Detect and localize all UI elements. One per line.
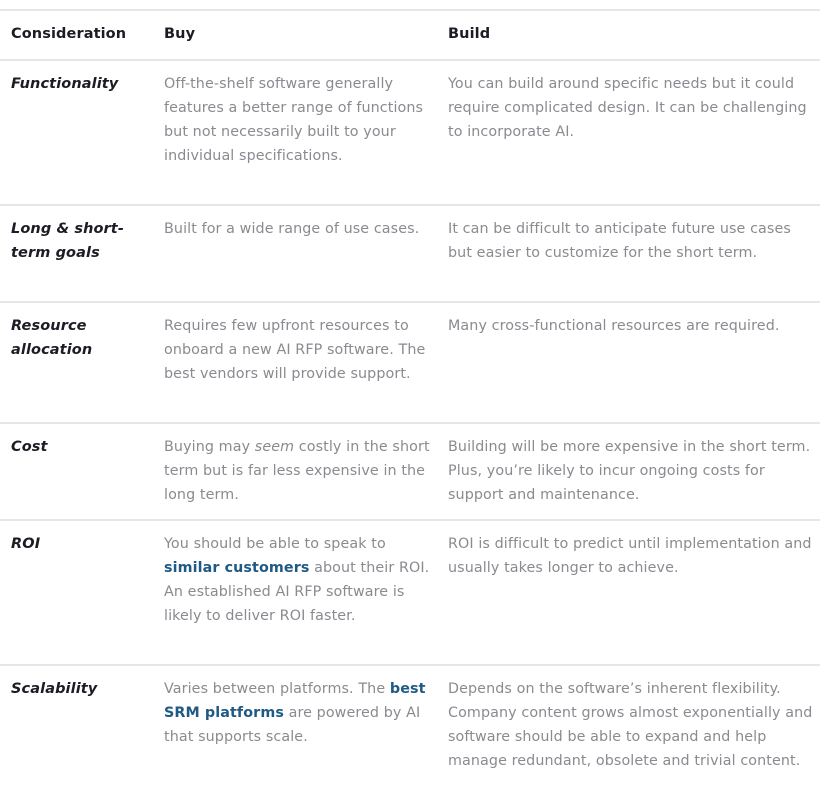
consideration-label: ROI bbox=[11, 536, 41, 552]
table-header-row bbox=[0, 11, 820, 61]
buy-text: Built for a wide range of use cases. bbox=[164, 221, 420, 237]
buy-text-after: about their ROI. An established AI RFP software is likely to deliver ROI faster. bbox=[164, 560, 430, 624]
build-text: Building will be more expensive in the short term. Plus, you’re likely to incur ongoing costs for support and maintenance. bbox=[448, 439, 811, 503]
table-row bbox=[0, 61, 820, 206]
consideration-label: Functionality bbox=[11, 76, 119, 92]
similar-customers-link[interactable]: similar customers bbox=[164, 560, 310, 576]
buy-text-before: Buying may bbox=[164, 439, 255, 455]
buy-text bbox=[164, 666, 448, 809]
buy-text-before: You should be able to speak to bbox=[164, 536, 386, 552]
header-buy: Buy bbox=[164, 26, 196, 42]
buy-text-after: are powered by AI that supports scale. bbox=[164, 705, 421, 745]
buy-text: Off-the-shelf software generally features a better range of functions but not necessarily built to your individual specifications. bbox=[164, 76, 424, 164]
build-text: It can be difficult to anticipate future use cases but easier to customize for the short term. bbox=[448, 221, 791, 261]
buy-text bbox=[164, 424, 448, 519]
best-srm-platforms-link[interactable]: best SRM platforms bbox=[164, 681, 426, 721]
table-row bbox=[0, 424, 820, 521]
build-text: ROI is difficult to predict until implementation and usually takes longer to achieve. bbox=[448, 536, 812, 576]
consideration-label: Cost bbox=[11, 439, 48, 455]
consideration-label: Resource allocation bbox=[11, 318, 93, 358]
table-row bbox=[0, 206, 820, 303]
buy-text-before: Varies between platforms. The bbox=[164, 681, 390, 697]
buy-vs-build-table bbox=[0, 9, 820, 809]
table-row bbox=[0, 666, 820, 809]
build-text: Many cross-functional resources are required. bbox=[448, 318, 780, 334]
header-build: Build bbox=[448, 26, 491, 42]
consideration-label: Scalability bbox=[11, 681, 98, 697]
buy-text: Requires few upfront resources to onboard a new AI RFP software. The best vendors will provide support. bbox=[164, 318, 426, 382]
buy-text-emphasis: seem bbox=[254, 439, 295, 455]
build-text: You can build around specific needs but it could require complicated design. It can be challenging to incorporate AI. bbox=[448, 76, 807, 140]
table-row bbox=[0, 303, 820, 424]
build-text: Depends on the software’s inherent flexibility. Company content grows almost exponentially and software should be able to expand and help manage redundant, obsolete and trivial content. bbox=[448, 681, 813, 769]
header-consideration: Consideration bbox=[11, 26, 127, 42]
buy-text bbox=[164, 521, 448, 664]
consideration-label: Long & short-term goals bbox=[11, 221, 124, 261]
buy-text-after: costly in the short term but is far less expensive in the long term. bbox=[164, 439, 430, 503]
table-row bbox=[0, 521, 820, 666]
